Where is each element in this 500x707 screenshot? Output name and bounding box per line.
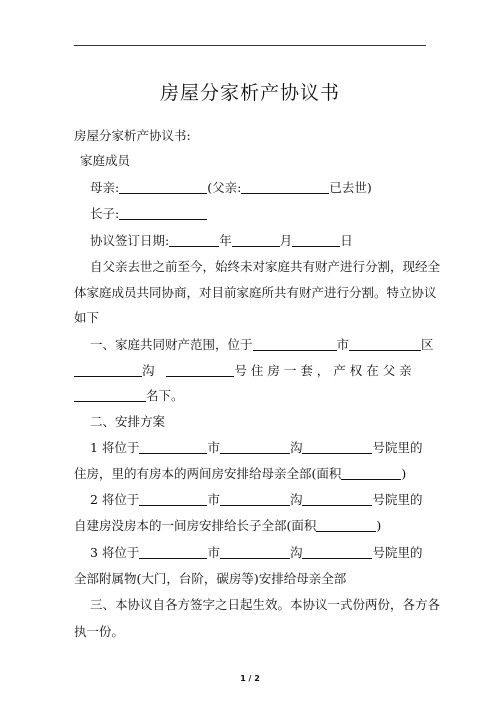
section1-district-blank[interactable]	[349, 337, 421, 351]
gully-label: 沟	[289, 492, 303, 507]
item2-prefix: 2 将位于	[90, 492, 140, 507]
item2-line-1	[90, 492, 422, 508]
gully-label: 沟	[289, 545, 303, 560]
heading-line: 房屋分家析产协议书:	[74, 128, 191, 143]
item1-description: 住房，里的有房本的两间房安排给母亲全部(面积	[74, 466, 342, 481]
item3-number-blank[interactable]	[302, 545, 372, 559]
item2-city-blank[interactable]	[139, 492, 207, 506]
date-label: 协议签订日期:	[90, 233, 170, 248]
intro-line-1: 自父亲去世之前至今，始终未对家庭共有财产进行分割，现经全	[90, 259, 441, 274]
item3-street-blank[interactable]	[220, 545, 290, 559]
item2-line-2	[74, 518, 381, 534]
item1-line-2	[74, 466, 406, 482]
day-blank[interactable]	[292, 233, 340, 247]
year-blank[interactable]	[169, 233, 219, 247]
section3-line-1: 三、本协议自各方签字之日起生效。本协议一式份两份，各方各	[90, 597, 441, 612]
item3-prefix: 3 将位于	[90, 545, 140, 560]
item1-city-blank[interactable]	[139, 440, 207, 454]
item1-prefix: 1 将位于	[90, 440, 140, 455]
close-paren: )	[376, 518, 382, 533]
item1-line-1	[90, 440, 422, 456]
section1-street-blank[interactable]	[74, 363, 142, 377]
item1-street-blank[interactable]	[220, 440, 290, 454]
item3-line-2: 全部附属物(大门，台阶，碳房等)安排给母亲全部	[74, 571, 347, 586]
courtyard-suffix: 号院里的	[372, 545, 423, 560]
year-label: 年	[219, 233, 232, 248]
intro-line-3: 如下	[74, 310, 100, 325]
date-line	[90, 233, 353, 249]
item2-area-blank[interactable]	[316, 518, 376, 532]
family-members-line: 家庭成员	[80, 153, 131, 168]
section2-title: 二、安排方案	[90, 414, 166, 429]
section1-owner-blank[interactable]	[74, 388, 146, 402]
son-name-blank[interactable]	[119, 206, 207, 220]
section1-end: 名下。	[146, 388, 184, 403]
page-number: 1 / 2	[240, 674, 260, 683]
father-deceased-note: 已去世)	[329, 180, 372, 195]
city-label: 市	[207, 440, 220, 455]
section1-line-1	[90, 337, 434, 353]
section1-mid: 号 住 房 一 套 ， 产 权 在 父 亲	[234, 363, 412, 378]
district-label: 区	[421, 337, 434, 352]
city-label: 市	[207, 492, 220, 507]
father-name-blank[interactable]	[241, 180, 329, 194]
header-rule	[74, 45, 426, 46]
item1-number-blank[interactable]	[302, 440, 372, 454]
mother-father-line	[90, 180, 372, 196]
document-title: 房屋分家析产协议书	[159, 82, 340, 104]
item2-description: 自建房没房本的一间房安排给长子全部(面积	[74, 518, 317, 533]
gully-label: 沟	[142, 363, 155, 378]
section1-city-blank[interactable]	[253, 337, 337, 351]
section1-number-blank[interactable]	[166, 363, 234, 377]
city-label: 市	[336, 337, 350, 352]
section1-prefix: 一、家庭共同财产范围，位于	[90, 337, 253, 352]
gully-label: 沟	[289, 440, 303, 455]
section1-line-2	[74, 363, 426, 379]
month-label: 月	[279, 233, 293, 248]
courtyard-suffix: 号院里的	[372, 440, 423, 455]
mother-label: 母亲:	[90, 180, 120, 195]
item3-city-blank[interactable]	[139, 545, 207, 559]
section3-line-2: 执一份。	[74, 624, 125, 639]
close-paren: )	[401, 466, 407, 481]
section1-line-3	[74, 388, 184, 404]
item2-street-blank[interactable]	[220, 492, 290, 506]
item1-area-blank[interactable]	[341, 466, 401, 480]
son-line	[90, 206, 207, 222]
day-label: 日	[340, 233, 353, 248]
city-label: 市	[207, 545, 220, 560]
mother-name-blank[interactable]	[119, 180, 207, 194]
courtyard-suffix: 号院里的	[372, 492, 423, 507]
father-label: (父亲:	[207, 180, 242, 195]
intro-line-2: 体家庭成员共同协商，对目前家庭所共有财产进行分割。特立协议	[74, 285, 437, 300]
item3-line-1	[90, 545, 422, 561]
item2-number-blank[interactable]	[302, 492, 372, 506]
son-label: 长子:	[90, 206, 120, 221]
month-blank[interactable]	[232, 233, 280, 247]
